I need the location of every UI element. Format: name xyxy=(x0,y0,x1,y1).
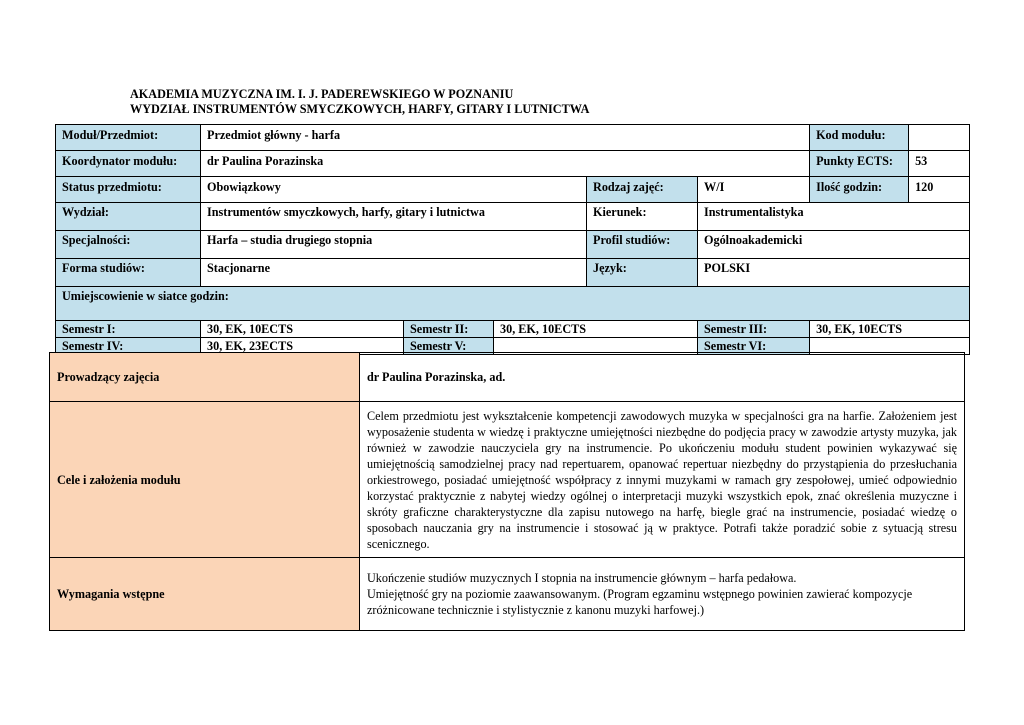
cele-value: Celem przedmiotu jest wykształcenie kompetencji zawodowych muzyka w specjalności gra na harfie. Założeniem jest wyposażenie studenta w wiedzę i praktyczne umiejętności niezbędne do podjęcia pracy w zawodzie artysty muzyka, jak również w zawodzie nauczyciela gry na instrumencie. Po ukończeniu modułu student powinien wykazywać się umiejętnością samodzielnej pracy nad repertuarem, opanować repertuar niezbędny do przystąpienia do przesłuchania orkiestrowego, posiadać umiejętność współpracy z innymi muzykami w ramach gry zespołowej, umieć odpowiednio korzystać praktycznie z nabytej wiedzy ogólnej o interpretacji muzyki wszystkich epok, znać określenia muzyczne i skróty graficzne charakterystyczne dla zapisu nutowego na harfę, biegle grać na instrumencie, posiadać wiedzę o sposobach nauczania gry na instrumencie i stosować ją w praktyce. Potrafi także poradzić sobie z sytuacją stresu scenicznego. xyxy=(360,402,965,558)
module-info-table xyxy=(55,124,970,355)
wymagania-line-1: Ukończenie studiów muzycznych I stopnia na instrumencie głównym – harfa pedałowa. xyxy=(367,571,797,585)
wymagania-label: Wymagania wstępne xyxy=(50,558,360,631)
kod-value xyxy=(909,125,970,151)
academy-name: AKADEMIA MUZYCZNA IM. I. J. PADEREWSKIEGO W POZNANIU xyxy=(130,87,514,101)
profil-label: Profil studiów: xyxy=(587,231,698,259)
semestr-5-label: Semestr V: xyxy=(404,338,494,355)
status-value: Obowiązkowy xyxy=(201,177,587,203)
godzin-value: 120 xyxy=(909,177,970,203)
semestr-1-value: 30, EK, 10ECTS xyxy=(201,321,404,338)
prowadzacy-label: Prowadzący zajęcia xyxy=(50,353,360,402)
semestr-3-label: Semestr III: xyxy=(698,321,810,338)
semestr-2-value: 30, EK, 10ECTS xyxy=(494,321,698,338)
kod-label: Kod modułu: xyxy=(810,125,909,151)
ects-label: Punkty ECTS: xyxy=(810,151,909,177)
kierunek-label: Kierunek: xyxy=(587,203,698,231)
semestr-2-label: Semestr II: xyxy=(404,321,494,338)
specjalnosci-value: Harfa – studia drugiego stopnia xyxy=(201,231,587,259)
ects-value: 53 xyxy=(909,151,970,177)
semestr-3-value: 30, EK, 10ECTS xyxy=(810,321,970,338)
module-details-table xyxy=(49,352,965,631)
faculty-name: WYDZIAŁ INSTRUMENTÓW SMYCZKOWYCH, HARFY, GITARY I LUTNICTWA xyxy=(130,102,590,116)
semestr-1-label: Semestr I: xyxy=(56,321,201,338)
modul-value: Przedmiot główny - harfa xyxy=(201,125,810,151)
semestr-6-label: Semestr VI: xyxy=(698,338,810,355)
specjalnosci-label: Specjalności: xyxy=(56,231,201,259)
jezyk-value: POLSKI xyxy=(698,259,970,287)
prowadzacy-value: dr Paulina Porazinska, ad. xyxy=(360,353,965,402)
wymagania-line-2: Umiejętność gry na poziomie zaawansowanym. (Program egzaminu wstępnego powinien zawierać kompozycje zróżnicowane technicznie i stylistycznie z kanonu muzyki harfowej.) xyxy=(367,587,913,617)
godzin-label: Ilość godzin: xyxy=(810,177,909,203)
wydzial-label: Wydział: xyxy=(56,203,201,231)
document-header xyxy=(130,87,589,117)
forma-label: Forma studiów: xyxy=(56,259,201,287)
forma-value: Stacjonarne xyxy=(201,259,587,287)
umiejscowienie-label: Umiejscowienie w siatce godzin: xyxy=(56,287,970,321)
koordynator-value: dr Paulina Porazinska xyxy=(201,151,810,177)
kierunek-value: Instrumentalistyka xyxy=(698,203,970,231)
rodzaj-value: W/I xyxy=(698,177,810,203)
jezyk-label: Język: xyxy=(587,259,698,287)
profil-value: Ogólnoakademicki xyxy=(698,231,970,259)
cele-label: Cele i założenia modułu xyxy=(50,402,360,558)
rodzaj-label: Rodzaj zajęć: xyxy=(587,177,698,203)
semestr-4-value: 30, EK, 23ECTS xyxy=(201,338,404,355)
modul-label: Moduł/Przedmiot: xyxy=(56,125,201,151)
wydzial-value: Instrumentów smyczkowych, harfy, gitary i lutnictwa xyxy=(201,203,587,231)
status-label: Status przedmiotu: xyxy=(56,177,201,203)
koordynator-label: Koordynator modułu: xyxy=(56,151,201,177)
semestr-4-label: Semestr IV: xyxy=(56,338,201,355)
wymagania-value xyxy=(360,558,965,631)
